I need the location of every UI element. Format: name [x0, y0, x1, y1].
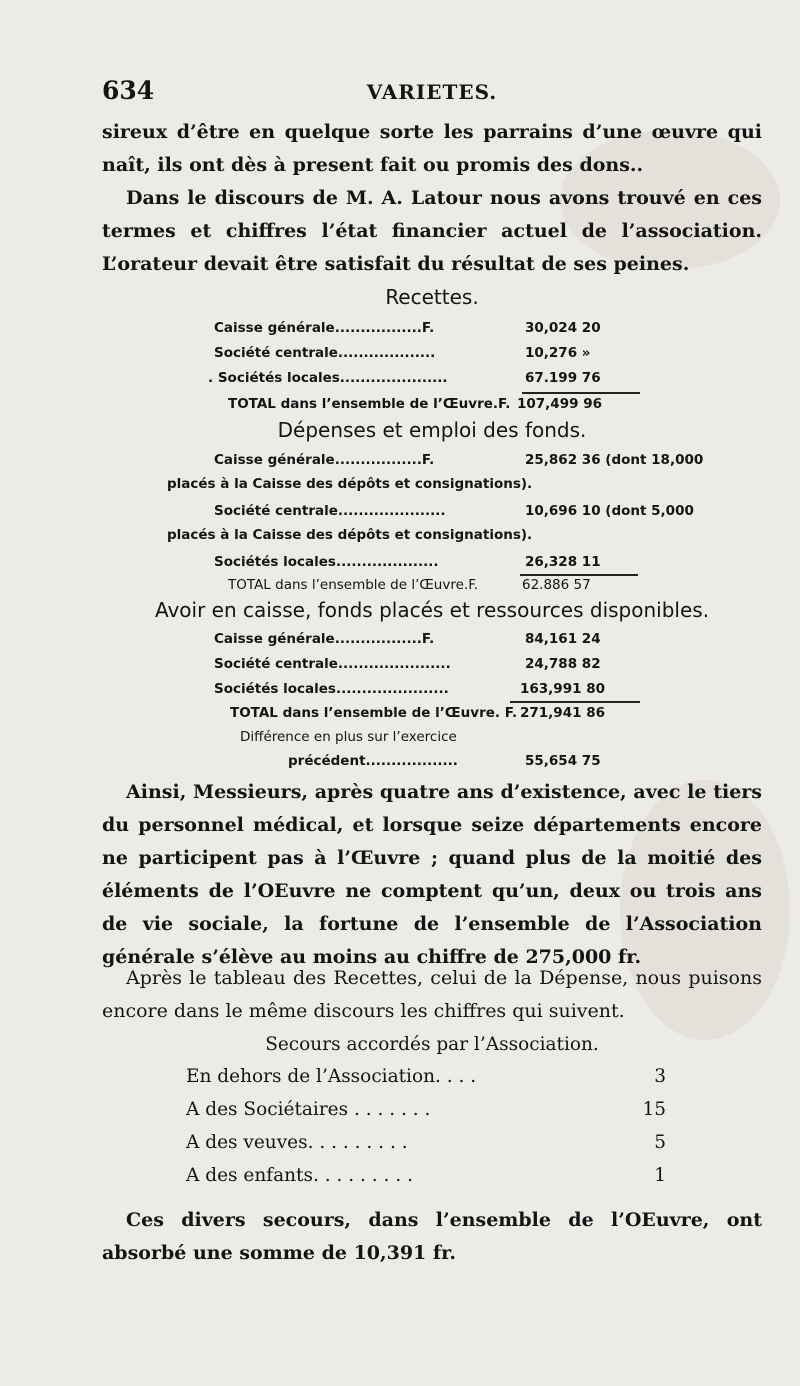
aid-count: 15: [642, 1099, 666, 1120]
avoir-heading: Avoir en caisse, fonds placés et ressources disponibles.: [154, 598, 710, 622]
running-title: VARIETES.: [366, 80, 498, 104]
aid-row: [186, 1064, 666, 1092]
ledger-amount: 55,654 75: [525, 753, 601, 769]
recettes-heading: Recettes.: [385, 285, 479, 309]
ledger-amount: 84,161 24: [525, 631, 601, 647]
ledger-amount: 67.199 76: [525, 370, 601, 386]
ledger-amount: 24,788 82: [525, 656, 601, 672]
secours-heading: Secours accordés par l’Association.: [265, 1034, 599, 1055]
ledger-row: [214, 450, 714, 472]
ledger-amount: 25,862 36 (dont 18,000: [525, 452, 704, 468]
ledger-row: [214, 318, 674, 340]
ledger-row: [214, 679, 674, 701]
ledger-amount: 107,499 96: [517, 396, 602, 412]
ledger-label: . Sociétés locales.....................: [208, 370, 448, 386]
paragraph-text: Dans le discours de M. A. Latour nous avons trouvé en ces termes et chiffres l’état financier actuel de l’association. L’orateur devait être satisfait du résultat de ses peines.: [102, 187, 762, 275]
ledger-amount: 271,941 86: [520, 705, 605, 721]
aid-label: En dehors de l’Association. . . .: [186, 1066, 477, 1087]
ledger-amount: 26,328 11: [525, 554, 601, 570]
ledger-row: [208, 368, 668, 390]
paragraph-3: [102, 776, 762, 974]
ledger-label: TOTAL dans l’ensemble de l’Œuvre.F.: [228, 396, 511, 412]
ledger-amount: 163,991 80: [520, 681, 605, 697]
ledger-row-total: [230, 703, 690, 725]
ledger-amount: 62.886 57: [522, 577, 591, 593]
ledger-row-total: [228, 575, 688, 597]
paragraph-text: Ainsi, Messieurs, après quatre ans d’existence, avec le tiers du personnel médical, et lorsque seize départements encore ne participent pas à l’Œuvre ; quand plus de la moitié des éléments de l’OEuvre ne comptent qu’un, deux ou trois ans de vie sociale, la fortune de l’ensemble de l’Association générale s’élève au moins au chiffre de 275,000 fr.: [102, 781, 762, 968]
ledger-label: Caisse générale.................F.: [214, 452, 435, 468]
ledger-label: Sociétés locales....................: [214, 554, 439, 570]
ledger-continuation: placés à la Caisse des dépôts et consignations).: [167, 476, 533, 492]
ledger-label: précédent..................: [288, 753, 458, 769]
ledger-continuation: placés à la Caisse des dépôts et consignations).: [167, 527, 533, 543]
depenses-heading: Dépenses et emploi des fonds.: [277, 418, 587, 442]
ledger-row: [214, 629, 674, 651]
aid-label: A des enfants. . . . . . . . .: [186, 1165, 413, 1186]
paragraph-4: [102, 962, 762, 1028]
ledger-label: TOTAL dans l’ensemble de l’Œuvre. F.: [230, 705, 518, 721]
ledger-row: [214, 552, 674, 574]
ledger-label: Société centrale......................: [214, 656, 451, 672]
paragraph-1: [102, 116, 762, 182]
page-number: 634: [102, 76, 155, 105]
paragraph-text: sireux d’être en quelque sorte les parrains d’une œuvre qui naît, ils ont dès à present fait ou promis des dons..: [102, 121, 762, 176]
ledger-label: Sociétés locales......................: [214, 681, 449, 697]
paragraph-text: Ces divers secours, dans l’ensemble de l’OEuvre, ont absorbé une somme de 10,391 fr.: [102, 1209, 762, 1264]
ledger-label: Caisse générale.................F.: [214, 320, 435, 336]
ledger-label: TOTAL dans l’ensemble de l’Œuvre.F.: [228, 577, 479, 593]
ledger-row: [288, 751, 748, 773]
aid-count: 5: [654, 1132, 666, 1153]
paragraph-text: Après le tableau des Recettes, celui de la Dépense, nous puisons encore dans le même discours les chiffres qui suivent.: [102, 967, 762, 1022]
aid-count: 3: [654, 1066, 666, 1087]
aid-label: A des Sociétaires . . . . . . .: [186, 1099, 431, 1120]
aid-label: A des veuves. . . . . . . . .: [186, 1132, 408, 1153]
page-header: [102, 76, 762, 110]
ledger-label: Société centrale.....................: [214, 503, 446, 519]
aid-count: 1: [654, 1165, 666, 1186]
ledger-amount: 30,024 20: [525, 320, 601, 336]
ledger-row: [214, 501, 714, 523]
ledger-row: [214, 343, 674, 365]
aid-row: [186, 1130, 666, 1158]
ledger-label: Société centrale...................: [214, 345, 436, 361]
difference-line: Différence en plus sur l’exercice: [240, 729, 457, 745]
paragraph-2: [102, 182, 762, 281]
ledger-row: [214, 654, 674, 676]
aid-row: [186, 1163, 666, 1191]
ledger-amount: 10,276 »: [525, 345, 591, 361]
ledger-row-total: [228, 394, 688, 416]
ledger-amount: 10,696 10 (dont 5,000: [525, 503, 694, 519]
aid-row: [186, 1097, 666, 1125]
ledger-label: Caisse générale.................F.: [214, 631, 435, 647]
paragraph-5: [102, 1204, 762, 1270]
